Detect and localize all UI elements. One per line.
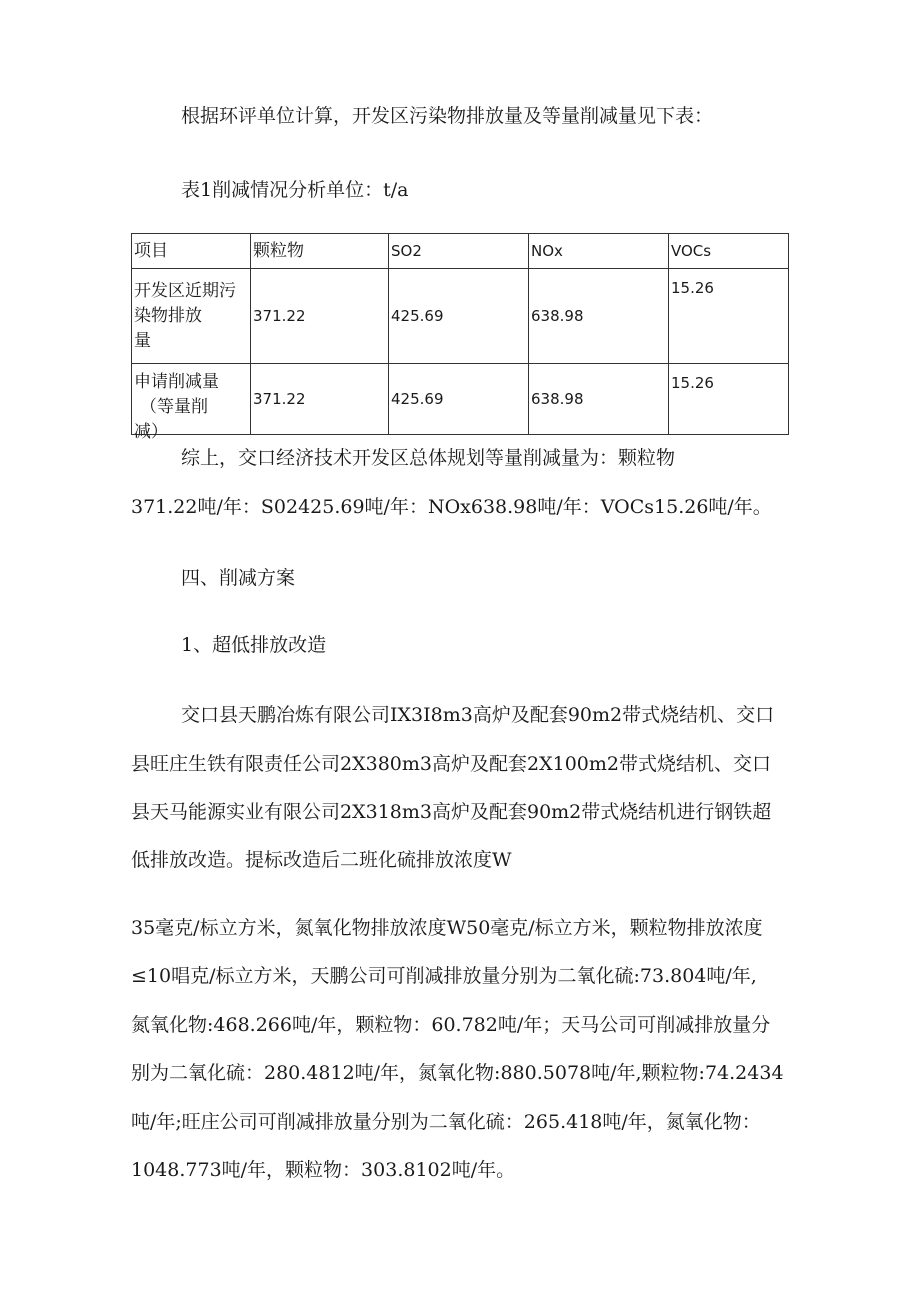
paragraph-2-line: 1048.773吨/年，颗粒物：303.8102吨/年。: [131, 1159, 516, 1181]
header-vocs: VOCs: [669, 234, 789, 269]
paragraph-1-line: 县天马能源实业有限公司2X318m3高炉及配套90m2带式烧结机进行钢铁超: [131, 801, 772, 823]
paragraph-2-line: 别为二氧化硫：280.4812吨/年，氮氧化物:880.5078吨/年,颗粒物:74.2434: [131, 1062, 784, 1084]
paragraph-1-line: 交口县天鹏冶炼有限公司IX3I8m3高炉及配套90m2带式烧结机、交口: [181, 704, 775, 726]
paragraph-2-line: 35毫克/标立方米，氮氧化物排放浓度W50毫克/标立方米，颗粒物排放浓度: [131, 917, 763, 939]
paragraph-2-line: 吨/年;旺庄公司可削减排放量分别为二氧化硫：265.418吨/年，氮氧化物：: [131, 1111, 761, 1133]
header-pm: 颗粒物: [251, 234, 389, 269]
cell-vocs: 15.26: [669, 269, 789, 364]
table-row: [132, 269, 789, 364]
header-item: 项目: [132, 234, 251, 269]
row-label-line: 开发区近期污: [134, 280, 236, 301]
cell-nox: 638.98: [529, 269, 669, 364]
paragraph-2-line: ≤10唱克/标立方米，天鹏公司可削减排放量分别为二氧化硫:73.804吨/年,: [131, 965, 757, 987]
header-so2: SO2: [389, 234, 529, 269]
row-label-line: 染物排放: [134, 305, 202, 326]
cell-so2: 425.69: [389, 269, 529, 364]
row-label-line: 量: [134, 330, 151, 351]
reduction-table: [131, 233, 789, 442]
cell-nox: 638.98: [529, 364, 669, 435]
paragraph-1-line: 低排放改造。提标改造后二班化硫排放浓度W: [131, 849, 512, 871]
table-caption: 表1削减情况分析单位：t/a: [181, 179, 409, 201]
paragraph-1-line: 县旺庄生铁有限责任公司2X380m3高炉及配套2X100m2带式烧结机、交口: [131, 753, 771, 775]
cell-pm: 371.22: [251, 364, 389, 435]
row-label-line: 减）: [134, 422, 168, 442]
cell-vocs: 15.26: [669, 364, 789, 435]
intro-line: 根据环评单位计算，开发区污染物排放量及等量削减量见下表：: [181, 105, 714, 127]
row-label: [132, 364, 251, 442]
subsection-title: 1、超低排放改造: [181, 634, 327, 656]
cell-so2: 425.69: [389, 364, 529, 435]
row-label: [132, 269, 251, 364]
cell-pm: 371.22: [251, 269, 389, 364]
row-label-line: 申请削减量: [134, 372, 219, 392]
summary-line-1: 综上，交口经济技术开发区总体规划等量削减量为：颗粒物: [181, 447, 676, 469]
section-title: 四、削减方案: [181, 567, 296, 589]
summary-line-2: 371.22吨/年：S02425.69吨/年：NOx638.98吨/年：VOCs15.26吨/年。: [131, 496, 772, 518]
paragraph-2-line: 氮氧化物:468.266吨/年，颗粒物：60.782吨/年；天马公司可削减排放量分: [131, 1014, 771, 1036]
row-label-line: （等量削: [140, 397, 208, 417]
table-header-row: [132, 234, 789, 269]
header-nox: NOx: [529, 234, 669, 269]
table-row: [132, 364, 789, 435]
